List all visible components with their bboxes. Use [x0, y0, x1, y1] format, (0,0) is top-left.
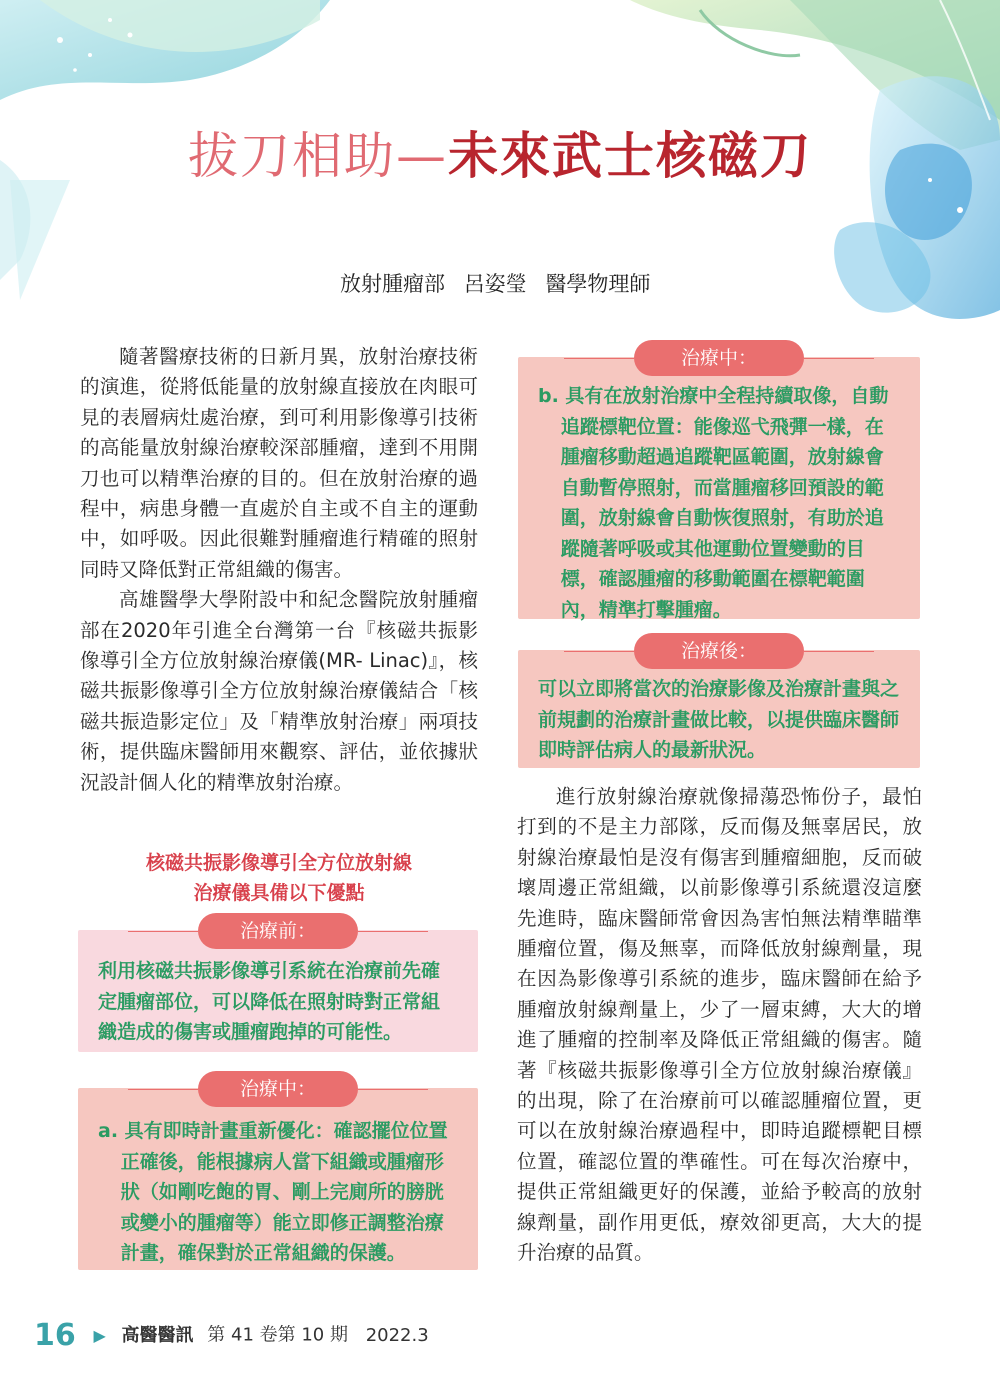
paragraph: 隨著醫療技術的日新月異，放射治療技術的演進，從將低能量的放射線直接放在肉眼可見的表層病灶處治療，到可利用影像導引技術的高能量放射線治療較深部腫瘤，達到不用開刀也可以精準治療的目的。但在放射治療的過程中，病患身體一直處於自主或不自主的運動中，如呼吸。因此很難對腫瘤進行精確的照射同時又降低對正常組織的傷害。	[80, 345, 478, 581]
box-during-a	[78, 1078, 478, 1270]
article-title	[0, 116, 1000, 188]
author-name: 呂姿瑩	[463, 272, 527, 296]
box-text-item: a. 具有即時計畫重新優化：確認擺位位置正確後，能根據病人當下組織或腫瘤形狀（如剛吃飽的胃、剛上完廁所的膀胱或變小的腫瘤等）能立即修正調整治療計畫，確保對於正常組織的保護。	[98, 1120, 448, 1264]
author-line	[340, 268, 662, 298]
subheading-line2: 治療儀具備以下優點	[193, 882, 365, 904]
box-text	[98, 1116, 458, 1269]
author-role: 醫學物理師	[545, 272, 651, 296]
page-number: 16	[34, 1318, 76, 1353]
play-arrow-icon: ▶	[93, 1326, 106, 1345]
box-label: 治療後：	[634, 633, 804, 669]
box-text-item: b. 具有在放射治療中全程持續取像，自動追蹤標靶位置：能像巡弋飛彈一樣，在腫瘤移動超過追蹤靶區範圍，放射線會自動暫停照射，而當腫瘤移回預設的範圍，放射線會自動恢復照射，有助於追蹤隨著呼吸或其他運動位置變動的目標，確認腫瘤的移動範圍在標靶範圍內，精準打擊腫瘤。	[538, 385, 889, 621]
box-label: 治療前：	[198, 913, 358, 949]
paragraph: 進行放射線治療就像掃蕩恐怖份子，最怕打到的不是主力部隊，反而傷及無辜居民，放射線治療最怕是沒有傷害到腫瘤細胞，反而破壞周邊正常組織，以前影像導引系統還沒這麼先進時，臨床醫師常會因為害怕無法精準瞄準腫瘤位置，傷及無辜，而降低放射線劑量，現在因為影像導引系統的進步，臨床醫師在給予腫瘤放射線劑量上，少了一層束縛，大大的增進了腫瘤的控制率及降低正常組織的傷害。隨著『核磁共振影像導引全方位放射線治療儀』的出現，除了在治療前可以確認腫瘤位置，更可以在放射線治療過程中，即時追蹤標靶目標位置，確認位置的準確性。可在每次治療中，提供正常組織更好的保護，並給予較高的放射線劑量，副作用更低，療效卻更高，大大的提升治療的品質。	[517, 785, 922, 1265]
author-dept: 放射腫瘤部	[340, 272, 445, 296]
issue-date: 2022.3	[365, 1324, 429, 1346]
box-text: 利用核磁共振影像導引系統在治療前先確定腫瘤部位，可以降低在照射時對正常組織造成的傷害或腫瘤跑掉的可能性。	[98, 960, 441, 1043]
title-part2: 未來武士核磁刀	[448, 127, 812, 185]
box-label: 治療中：	[198, 1071, 358, 1107]
box-text	[538, 381, 900, 625]
box-before-treatment	[78, 920, 478, 1052]
subheading-line1: 核磁共振影像導引全方位放射線	[145, 852, 412, 874]
box-text: 可以立即將當次的治療影像及治療計畫與之前規劃的治療計畫做比較，以提供臨床醫師即時評估病人的最新狀況。	[538, 678, 900, 761]
right-column	[517, 782, 922, 1269]
magazine-name: 高醫醫訊	[121, 1324, 194, 1346]
paragraph: 高雄醫學大學附設中和紀念醫院放射腫瘤部在2020年引進全台灣第一台『核磁共振影像導引全方位放射線治療儀(MR- Linac)』，核磁共振影像導引全方位放射線治療儀結合「核磁共振造影定位」及「精準放射治療」兩項技術，提供臨床醫師用來觀察、評估，並依據狀況設計個人化的精準放射治療。	[80, 588, 478, 794]
left-column	[80, 342, 478, 798]
box-during-b	[518, 347, 920, 621]
page-footer	[34, 1318, 429, 1353]
title-dash: —	[396, 127, 448, 185]
box-label: 治療中：	[634, 340, 804, 376]
advantages-subheading	[80, 848, 478, 908]
title-part1: 拔刀相助	[188, 127, 396, 185]
box-after-treatment	[518, 640, 920, 768]
issue-number: 第 41 卷第 10 期	[207, 1324, 348, 1346]
